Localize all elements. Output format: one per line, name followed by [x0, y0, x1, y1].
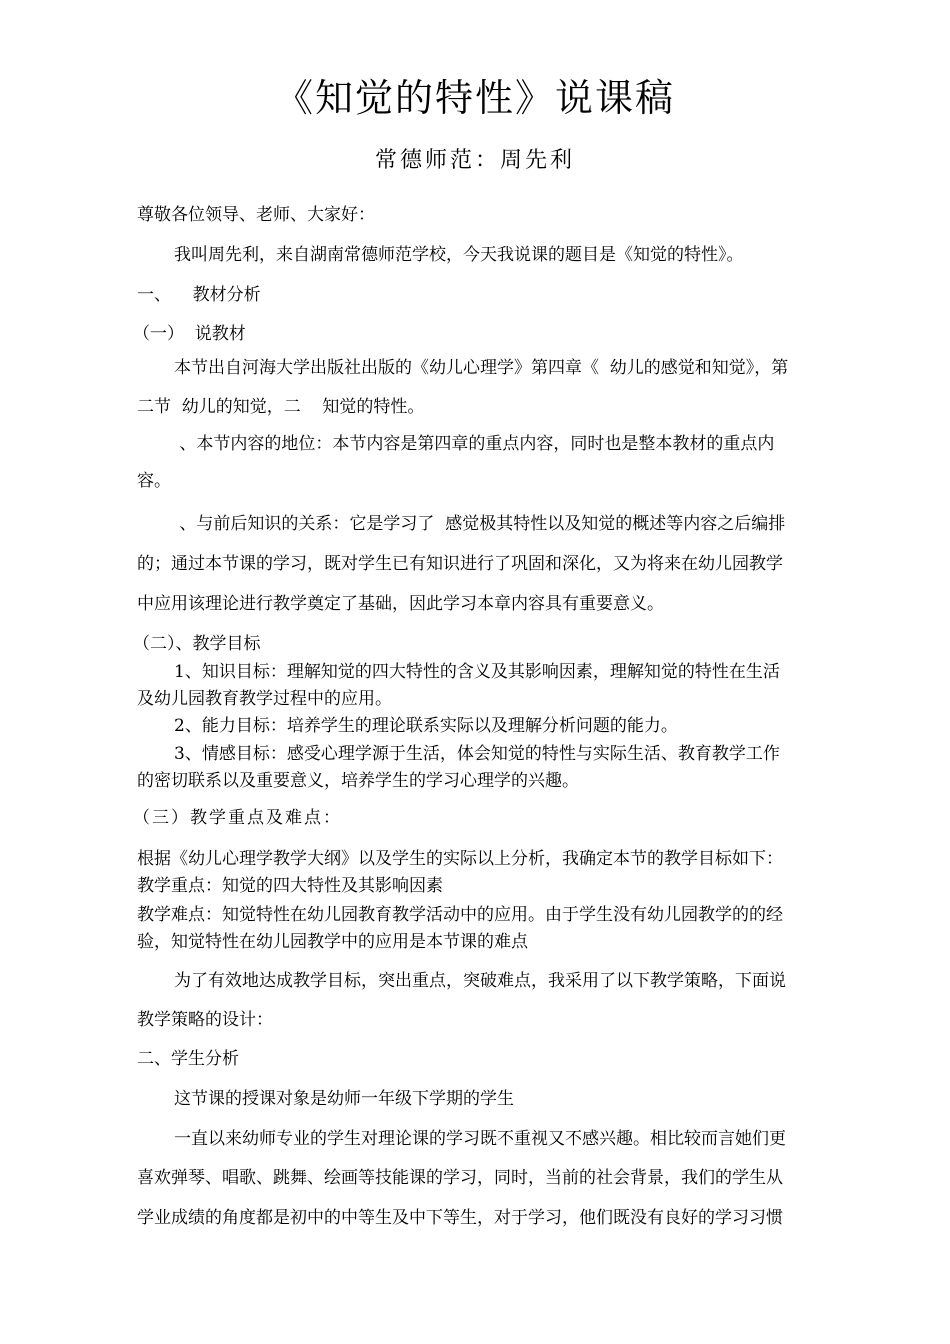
objective-line: 1、知识目标：理解知觉的四大特性的含义及其影响因素，理解知觉的特性在生活 [174, 662, 780, 682]
paragraph-line: 教学难点：知觉特性在幼儿园教育教学活动中的应用。由于学生没有幼儿园教学的的经 [137, 905, 783, 925]
paragraph-line: 这节课的授课对象是幼师一年级下学期的学生 [174, 1089, 514, 1109]
paragraph-line: 的；通过本节课的学习，既对学生已有知识进行了巩固和深化，又为将来在幼儿园教学 [137, 554, 783, 574]
paragraph-line: 教学重点：知觉的四大特性及其影响因素 [137, 876, 443, 896]
paragraph-line: 本节出自河海大学出版社出版的《幼儿心理学》第四章《 幼儿的感觉和知觉》，第 [174, 358, 789, 378]
paragraph-line: 验，知觉特性在幼儿园教学中的应用是本节课的难点 [137, 932, 528, 952]
subsection-heading-1: （一） 说教材 [133, 324, 246, 344]
paragraph-line: 喜欢弹琴、唱歌、跳舞、绘画等技能课的学习，同时，当前的社会背景，我们的学生从 [137, 1168, 783, 1188]
paragraph-line: 中应用该理论进行教学奠定了基础，因此学习本章内容具有重要意义。 [137, 594, 664, 614]
paragraph-line: 一直以来幼师专业的学生对理论课的学习既不重视又不感兴趣。相比较而言她们更 [174, 1129, 786, 1149]
section-heading-1: 一、 教材分析 [137, 285, 261, 305]
objective-line: 2、能力目标：培养学生的理论联系实际以及理解分析问题的能力。 [174, 716, 678, 736]
paragraph-line: 根据《幼儿心理学教学大纲》以及学生的实际以上分析，我确定本节的教学目标如下： [137, 849, 783, 869]
objective-line: 的密切联系以及重要意义，培养学生的学习心理学的兴趣。 [137, 771, 579, 791]
author-line: 常德师范：周先利 [374, 148, 575, 173]
paragraph-line: 为了有效地达成教学目标，突出重点，突破难点，我采用了以下教学策略，下面说 [174, 971, 786, 991]
paragraph-line: 教学策略的设计： [137, 1010, 273, 1030]
paragraph-line: 学业成绩的角度都是初中的中等生及中下等生，对于学习，他们既没有良好的学习习惯 [137, 1208, 783, 1228]
objective-line: 及幼儿园教育教学过程中的应用。 [137, 689, 392, 709]
subsection-heading-2: （二）、教学目标 [133, 634, 261, 654]
paragraph-line: 二节 幼儿的知觉，二 知觉的特性。 [137, 397, 425, 417]
greeting: 尊敬各位领导、老师、大家好： [137, 205, 375, 225]
paragraph-line: 容。 [137, 471, 171, 491]
intro-paragraph: 我叫周先利，来自湖南常德师范学校，今天我说课的题目是《知觉的特性》。 [174, 245, 744, 265]
subsection-heading-3: （三）教学重点及难点： [133, 808, 342, 828]
paragraph-line: 、与前后知识的关系：它是学习了 感觉极其特性以及知觉的概述等内容之后编排 [174, 514, 786, 534]
paragraph-line: 、本节内容的地位：本节内容是第四章的重点内容，同时也是整本教材的重点内 [174, 434, 775, 454]
section-heading-2: 二、学生分析 [137, 1049, 239, 1069]
objective-line: 3、情感目标：感受心理学源于生活，体会知觉的特性与实际生活、教育教学工作 [174, 744, 780, 764]
page-title: 《知觉的特性》说课稿 [274, 76, 675, 120]
